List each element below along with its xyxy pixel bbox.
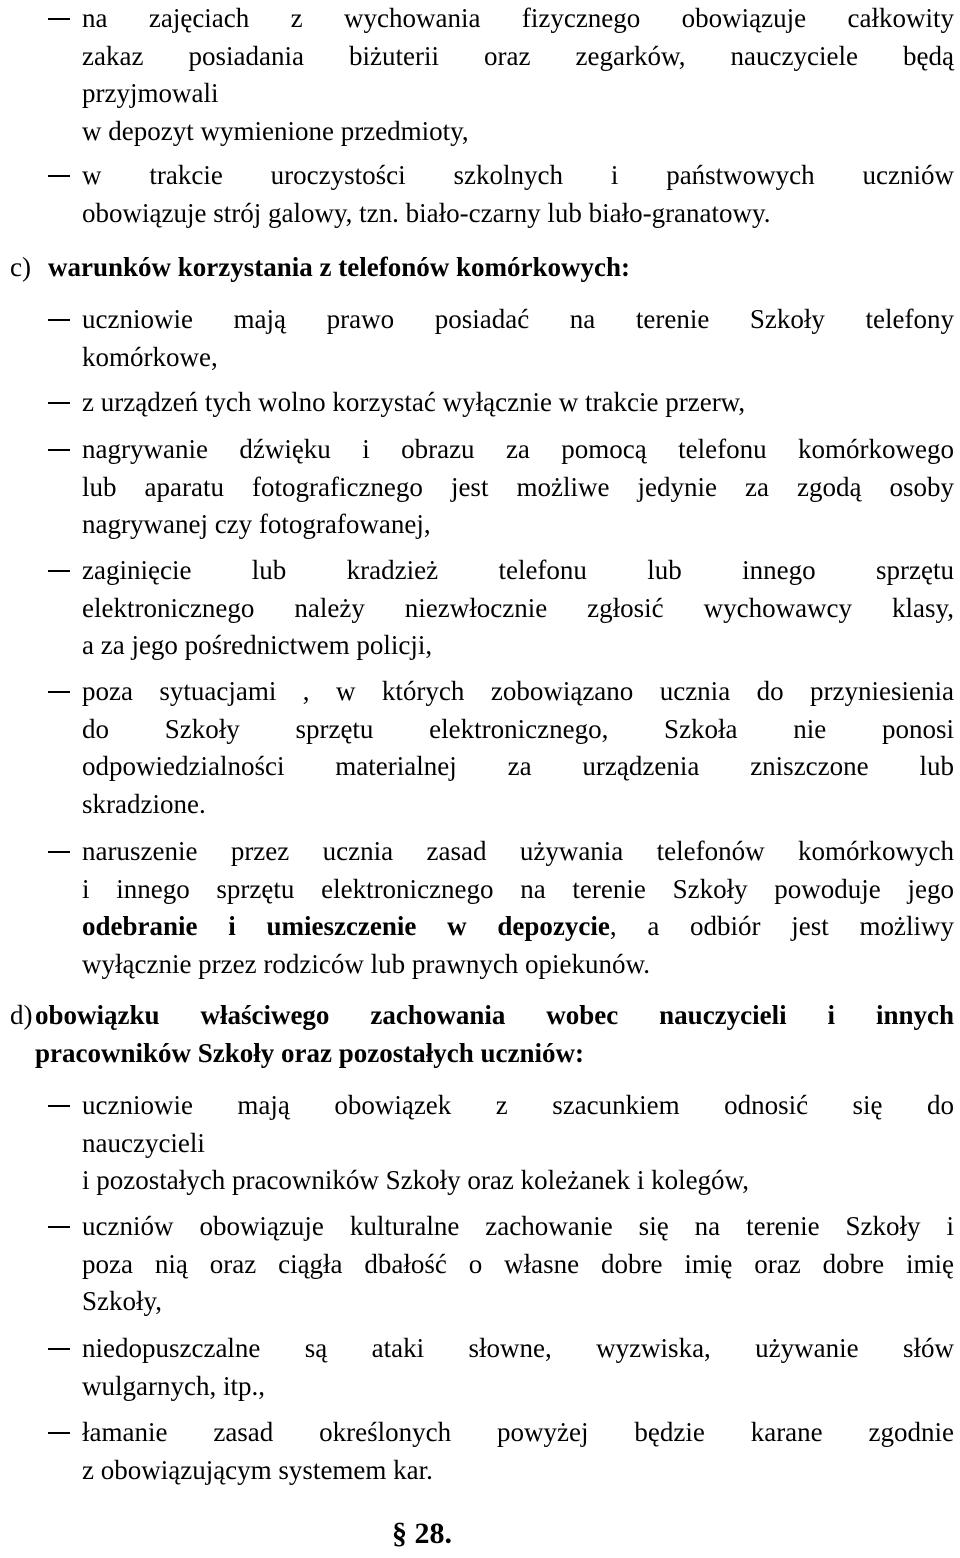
text-line: z urządzeń tych wolno korzystać wyłącznie w trakcie przerw, — [82, 387, 746, 417]
text-line: nauczycieli — [82, 1127, 205, 1158]
text-line: lub aparatu fotograficznego jest możliwe jedynie za zgodą osoby — [82, 471, 954, 502]
dash-bullet-icon — [48, 319, 70, 321]
dash-bullet-icon — [48, 570, 70, 572]
text-line: poza nią oraz ciągła dbałość o własne dobre imię oraz dobre imię — [82, 1248, 954, 1279]
section-heading-text: obowiązku właściwego zachowania wobec nauczycieli i innych — [35, 1000, 954, 1030]
dash-bullet-icon — [48, 691, 70, 693]
text-line: obowiązuje strój galowy, tzn. biało-czarny lub biało-granatowy. — [82, 197, 771, 228]
list-item-text — [82, 1087, 954, 1200]
text-line: i innego sprzętu elektronicznego na terenie Szkoły powoduje jego — [82, 873, 954, 904]
text-line: przyjmowali — [82, 78, 219, 108]
dash-bullet-icon — [48, 1226, 70, 1228]
list-item-text — [82, 0, 954, 150]
text-line: i pozostałych pracowników Szkoły oraz koleżanek i kolegów, — [82, 1165, 750, 1195]
text-line: do Szkoły sprzętu elektronicznego, Szkoła nie ponosi — [82, 713, 954, 744]
text-line: wulgarnych, itp., — [82, 1370, 265, 1401]
text-line: uczniów obowiązuje kulturalne zachowanie się na terenie Szkoły i — [82, 1211, 954, 1241]
dash-bullet-icon — [48, 1432, 70, 1434]
text-line: Szkoły, — [82, 1286, 162, 1316]
section-marker: d) — [10, 1000, 33, 1030]
dash-bullet-icon — [48, 851, 70, 853]
list-item-text — [82, 1208, 954, 1321]
list-item-text — [82, 1414, 954, 1489]
text-line: zakaz posiadania biżuterii oraz zegarków, nauczyciele będą — [82, 40, 954, 71]
text-line: w depozyt wymienione przedmioty, — [82, 115, 469, 146]
text-line: łamanie zasad określonych powyżej będzie karane zgodnie — [82, 1417, 954, 1447]
text-line: poza sytuacjami , w których zobowiązano ucznia do przyniesienia — [82, 676, 954, 706]
list-item-text — [82, 552, 954, 665]
text-line: naruszenie przez ucznia zasad używania telefonów komórkowych — [82, 836, 954, 866]
list-item-text — [82, 431, 954, 544]
dash-bullet-icon — [48, 175, 70, 177]
list-item-text — [82, 384, 954, 422]
paragraph-number: § 28. — [392, 1517, 452, 1550]
list-item-text — [82, 673, 954, 823]
text-line: a za jego pośrednictwem policji, — [82, 630, 433, 660]
text-line: w trakcie uroczystości szkolnych i państwowych uczniów — [82, 160, 954, 190]
dash-bullet-icon — [48, 1105, 70, 1107]
text-line: nagrywanie dźwięku i obrazu za pomocą telefonu komórkowego — [82, 434, 954, 464]
text-line: niedopuszczalne są ataki słowne, wyzwiska, używanie słów — [82, 1333, 954, 1363]
bold-phrase: odebranie i umieszczenie w depozycie — [82, 911, 610, 941]
section-marker: c) — [10, 252, 31, 282]
section-heading-text: pracowników Szkoły oraz pozostałych uczniów: — [35, 1037, 584, 1068]
section-heading-text: warunków korzystania z telefonów komórkowych: — [48, 252, 630, 282]
dash-bullet-icon — [48, 402, 70, 404]
list-item-text — [82, 157, 954, 232]
text-line: uczniowie mają obowiązek z szacunkiem odnosić się do — [82, 1090, 954, 1120]
text-line: elektronicznego należy niezwłocznie zgłosić wychowawcy klasy, — [82, 592, 954, 623]
dash-bullet-icon — [48, 18, 70, 20]
dash-bullet-icon — [48, 449, 70, 451]
text-line: zaginięcie lub kradzież telefonu lub innego sprzętu — [82, 555, 954, 585]
text-fragment: , a odbiór jest możliwy — [609, 911, 954, 941]
text-line: nagrywanej czy fotografowanej, — [82, 509, 431, 539]
dash-bullet-icon — [48, 1348, 70, 1350]
text-line: z obowiązującym systemem kar. — [82, 1454, 433, 1485]
text-line: na zajęciach z wychowania fizycznego obowiązuje całkowity — [82, 3, 954, 33]
text-line: wyłącznie przez rodziców lub prawnych opiekunów. — [82, 948, 651, 979]
list-item-text — [82, 301, 954, 376]
list-item-text — [82, 833, 954, 983]
text-line: skradzione. — [82, 788, 206, 819]
text-line: uczniowie mają prawo posiadać na terenie Szkoły telefony — [82, 304, 954, 334]
text-line: odpowiedzialności materialnej za urządzenia zniszczone lub — [82, 751, 954, 781]
text-line: komórkowe, — [82, 341, 218, 372]
text-line — [82, 908, 954, 946]
list-item-text — [82, 1330, 954, 1405]
